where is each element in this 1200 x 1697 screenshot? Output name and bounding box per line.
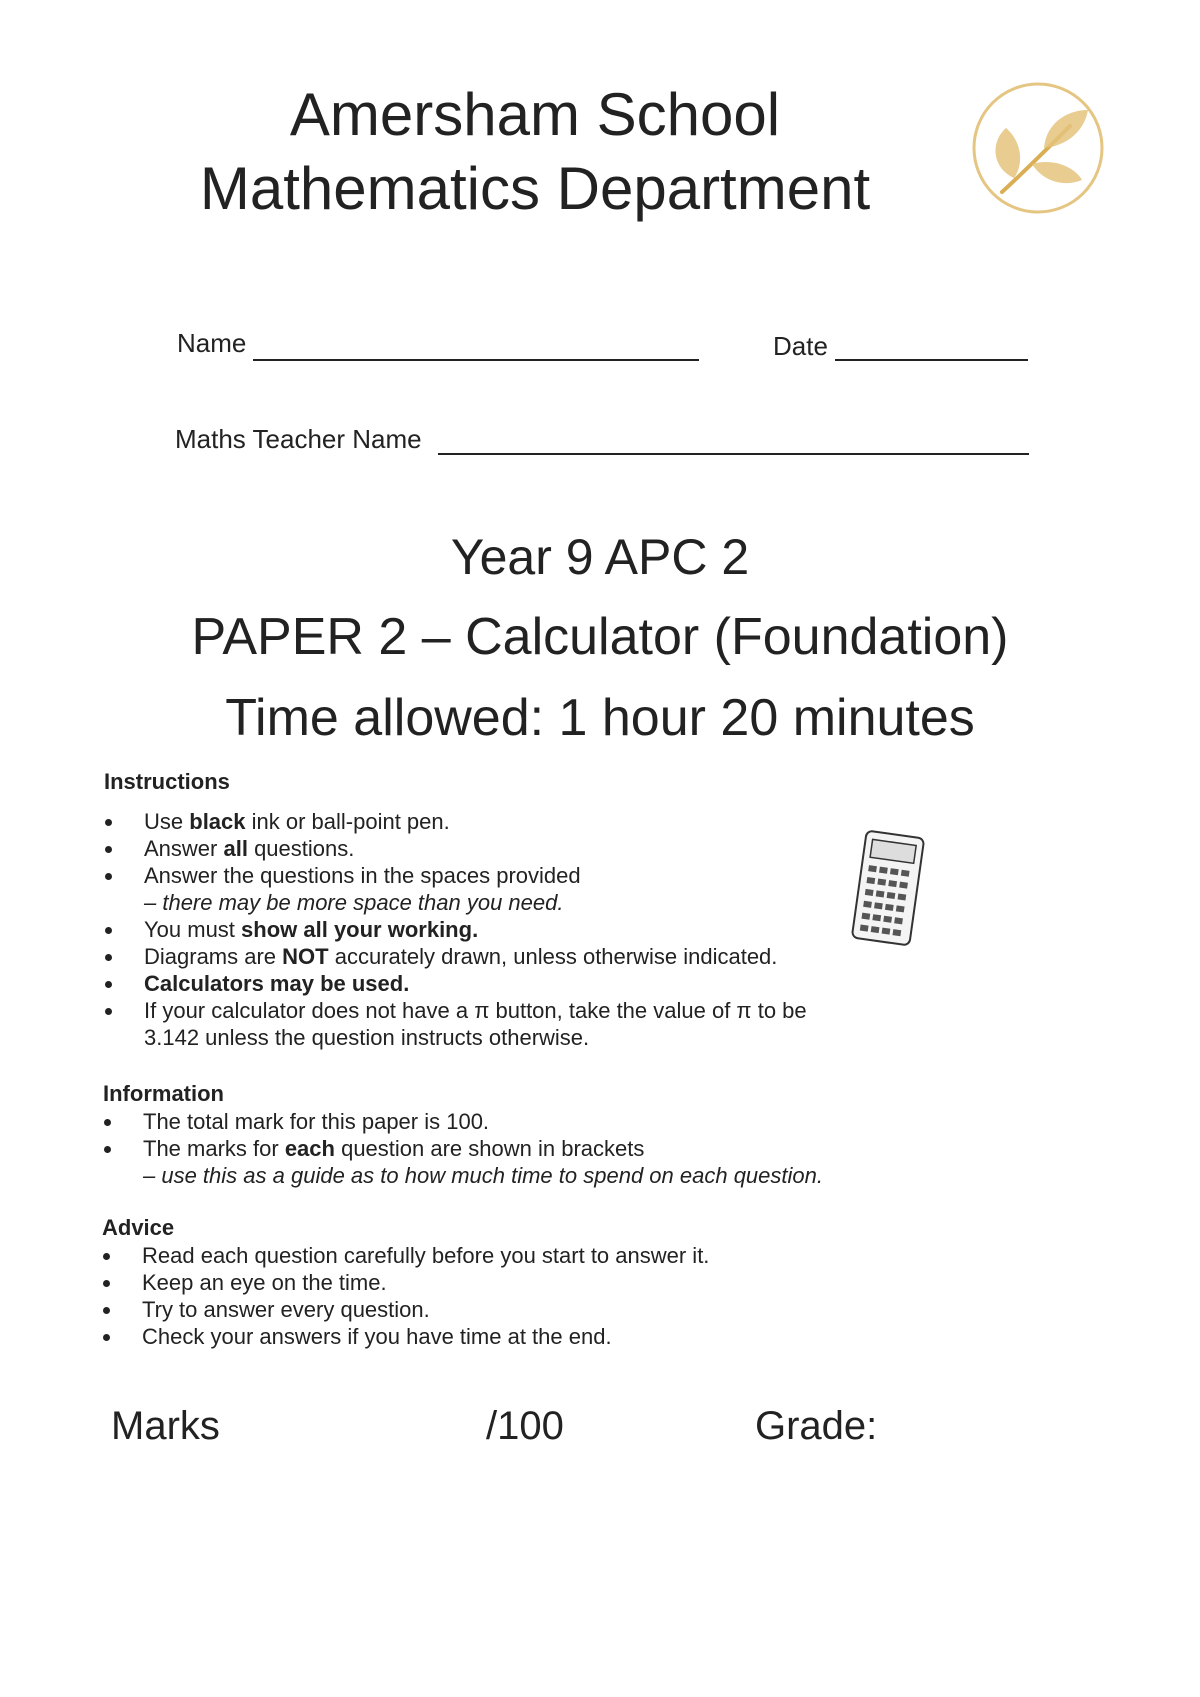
exam-year-title: Year 9 APC 2 (450, 529, 750, 585)
bullet-icon (105, 819, 112, 826)
instructions-list (104, 808, 864, 1051)
item-emphasis: show all your working. (241, 917, 479, 942)
advice-heading: Advice (102, 1215, 175, 1240)
item-text: question are shown in brackets (334, 1136, 645, 1161)
time-allowed: Time allowed: 1 hour 20 minutes (225, 689, 975, 747)
bullet-icon (103, 1334, 110, 1341)
item-emphasis: each (284, 1136, 335, 1161)
list-item (104, 835, 864, 862)
item-emphasis: Calculators may be used. (144, 971, 410, 996)
list-item (102, 1323, 982, 1350)
item-text: Check your answers if you have time at the end. (142, 1324, 612, 1349)
item-text: The total mark for this paper is 100. (143, 1109, 490, 1134)
bullet-icon (105, 1008, 112, 1015)
item-emphasis: all (223, 836, 248, 861)
list-item (104, 997, 864, 1051)
information-heading: Information (103, 1081, 224, 1106)
instructions-heading: Instructions (104, 769, 230, 794)
list-item (103, 1108, 983, 1135)
school-header (0, 78, 1070, 226)
item-text: Use (144, 809, 190, 834)
name-label: Name (177, 328, 247, 358)
item-text: Diagrams are (144, 944, 283, 969)
list-item (102, 1242, 982, 1269)
information-list (103, 1108, 983, 1189)
item-note: – use this as a guide as to how much time to spend on each question. (143, 1163, 823, 1188)
item-text: You must (144, 917, 242, 942)
bullet-icon (103, 1280, 110, 1287)
grade-label: Grade: (755, 1404, 878, 1448)
name-field[interactable] (253, 359, 699, 361)
list-item (104, 970, 864, 997)
bullet-icon (104, 1146, 111, 1153)
list-item (103, 1135, 983, 1189)
item-emphasis: NOT (282, 944, 329, 969)
bullet-icon (103, 1307, 110, 1314)
item-text: Try to answer every question. (142, 1297, 430, 1322)
item-text: If your calculator does not have a π button, take the value of π to be 3.142 unless the question instructs otherwise. (144, 998, 807, 1050)
date-field[interactable] (835, 359, 1028, 361)
list-item (104, 916, 864, 943)
item-text: Answer the questions in the spaces provided (144, 863, 581, 888)
list-item (102, 1296, 982, 1323)
date-label: Date (773, 331, 828, 361)
bullet-icon (105, 927, 112, 934)
list-item (102, 1269, 982, 1296)
item-text: questions. (247, 836, 355, 861)
teacher-name-field[interactable] (438, 453, 1029, 455)
item-text: Keep an eye on the time. (142, 1270, 387, 1295)
paper-title: PAPER 2 – Calculator (Foundation) (191, 608, 1009, 666)
bullet-icon (105, 846, 112, 853)
item-text: ink or ball-point pen. (245, 809, 450, 834)
department-name: Mathematics Department (199, 155, 871, 222)
school-name: Amersham School (289, 81, 781, 148)
item-text: accurately drawn, unless otherwise indicated. (328, 944, 778, 969)
bullet-icon (103, 1253, 110, 1260)
marks-total: /100 (486, 1404, 564, 1448)
bullet-icon (104, 1119, 111, 1126)
item-text: Read each question carefully before you start to answer it. (142, 1243, 710, 1268)
bullet-icon (105, 873, 112, 880)
advice-list (102, 1242, 982, 1350)
item-note: – there may be more space than you need. (144, 890, 564, 915)
item-text: The marks for (143, 1136, 285, 1161)
leaf-seal-icon (962, 80, 1114, 220)
bullet-icon (105, 954, 112, 961)
bullet-icon (105, 981, 112, 988)
item-text: Answer (144, 836, 224, 861)
teacher-name-label: Maths Teacher Name (175, 424, 422, 454)
marks-label: Marks (111, 1404, 220, 1448)
item-emphasis: black (189, 809, 246, 834)
calculator-icon (849, 828, 927, 948)
list-item (104, 808, 864, 835)
list-item (104, 862, 864, 916)
list-item (104, 943, 864, 970)
